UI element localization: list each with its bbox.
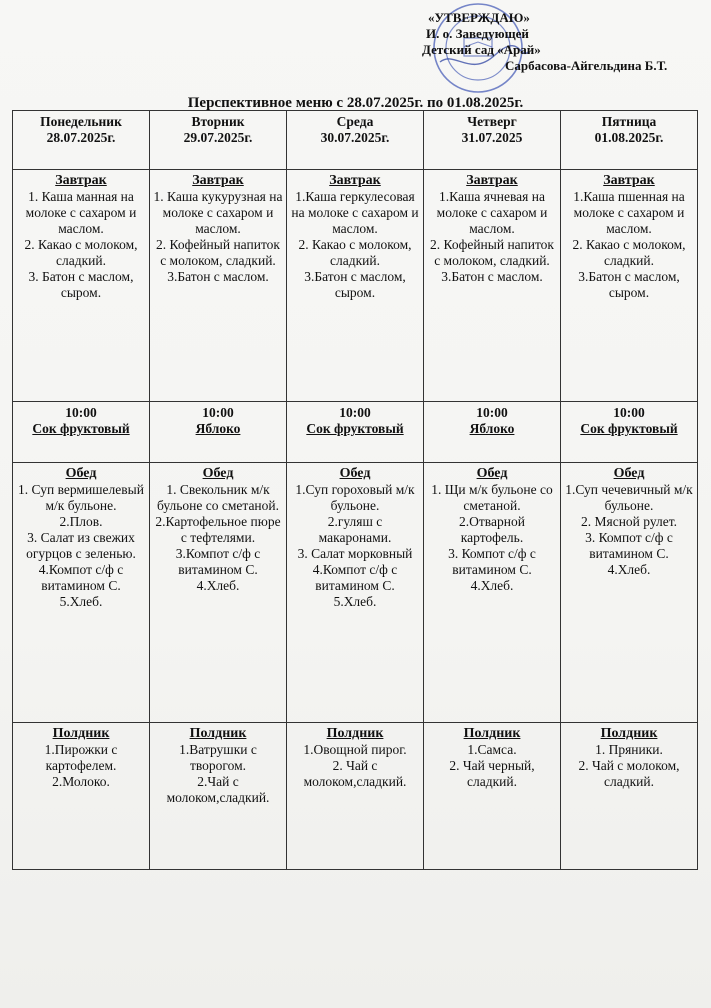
- afternoon-snack-item: 1.Самса.: [467, 741, 517, 757]
- menu-cell: [150, 722, 287, 869]
- menu-cell: [287, 111, 424, 170]
- breakfast-item: 1.Каша пшенная на молоке с сахаром и маслом.: [573, 189, 685, 237]
- afternoon-snack-label: Полдник: [326, 725, 384, 741]
- snack-time: 10:00: [65, 405, 97, 421]
- menu-cell: [13, 402, 150, 463]
- menu-cell: [13, 170, 150, 402]
- menu-title: Перспективное меню с 28.07.2025г. по 01.08.2025г.: [187, 95, 524, 111]
- lunch-label: Обед: [339, 466, 371, 482]
- lunch-item: 2.Отварной картофель.: [459, 514, 525, 546]
- menu-cell: [13, 722, 150, 869]
- afternoon-snack-label: Полдник: [600, 725, 658, 741]
- afternoon-snack-item: 2.Чай с молоком,сладкий.: [166, 773, 270, 805]
- lunch-item: 3. Салат из свежих огурцов с зеленью.: [26, 530, 136, 562]
- snack-row: [13, 402, 698, 463]
- menu-cell: [424, 463, 561, 722]
- lunch-item: 2. Мясной рулет.: [581, 514, 677, 530]
- breakfast-label: Завтрак: [603, 173, 655, 189]
- menu-cell: [424, 722, 561, 869]
- lunch-item: 1.Суп гороховый м/к бульоне.: [295, 482, 415, 514]
- afternoon-snack-label: Полдник: [52, 725, 110, 741]
- afternoon-snack-item: 1. Пряники.: [595, 741, 663, 757]
- menu-cell: [561, 402, 698, 463]
- lunch-item: 5.Хлеб.: [59, 594, 103, 610]
- lunch-item: 1. Свекольник м/к бульоне со сметаной.: [156, 482, 280, 514]
- lunch-item: 4.Компот с/ф с витамином С.: [38, 562, 124, 594]
- lunch-item: 1. Суп вермишелевый м/к бульоне.: [18, 482, 144, 514]
- afternoon-snack-item: 2.Молоко.: [52, 773, 110, 789]
- menu-cell: [13, 463, 150, 722]
- menu-cell: [561, 463, 698, 722]
- menu-cell: [424, 111, 561, 170]
- menu-cell: [561, 722, 698, 869]
- menu-cell: [287, 402, 424, 463]
- lunch-item: 3. Компот с/ф с витамином С.: [585, 530, 673, 562]
- menu-cell: [150, 111, 287, 170]
- breakfast-item: 2. Какао с молоком, сладкий.: [298, 237, 412, 269]
- menu-cell: [150, 463, 287, 722]
- afternoon-snack-label: Полдник: [463, 725, 521, 741]
- lunch-row: [13, 463, 698, 722]
- breakfast-label: Завтрак: [329, 173, 381, 189]
- breakfast-item: 1.Каша геркулесовая на молоке с сахаром и маслом.: [291, 189, 419, 237]
- lunch-item: 2.Плов.: [59, 514, 103, 530]
- snack-time: 10:00: [476, 405, 508, 421]
- menu-cell: [150, 170, 287, 402]
- snack-time: 10:00: [613, 405, 645, 421]
- afternoon-snack-item: 1.Ватрушки с творогом.: [179, 741, 257, 773]
- afternoon-snack-item: 2. Чай с молоком, сладкий.: [578, 757, 680, 789]
- lunch-item: 1.Суп чечевичный м/к бульоне.: [565, 482, 693, 514]
- approval-title: «УТВЕРЖДАЮ»: [428, 10, 530, 25]
- breakfast-item: 2. Какао с молоком, сладкий.: [24, 237, 138, 269]
- breakfast-label: Завтрак: [466, 173, 518, 189]
- lunch-label: Обед: [65, 466, 97, 482]
- header-row: [13, 111, 698, 170]
- breakfast-label: Завтрак: [55, 173, 107, 189]
- day-name: Четверг: [467, 114, 517, 129]
- afternoon-snack-label: Полдник: [189, 725, 247, 741]
- lunch-item: 3. Салат морковный: [297, 546, 413, 562]
- snack-time: 10:00: [202, 405, 234, 421]
- menu-cell: [424, 170, 561, 402]
- afternoon-snack-item: 1.Пирожки с картофелем.: [44, 741, 118, 773]
- lunch-item: 4.Хлеб.: [196, 578, 240, 594]
- lunch-item: 4.Хлеб.: [607, 562, 651, 578]
- lunch-label: Обед: [613, 466, 645, 482]
- breakfast-item: 3.Батон с маслом.: [167, 269, 269, 285]
- menu-cell: [287, 722, 424, 869]
- breakfast-item: 3.Батон с маслом.: [441, 269, 543, 285]
- menu-cell: [424, 402, 561, 463]
- approval-position: И. о. Заведующей: [426, 26, 529, 41]
- breakfast-item: 3.Батон с маслом, сыром.: [304, 269, 406, 301]
- menu-cell: [287, 463, 424, 722]
- breakfast-item: 1. Каша кукурузная на молоке с сахаром и маслом.: [153, 189, 283, 237]
- approval-org: Детский сад «Арай»: [422, 42, 541, 57]
- lunch-item: 1. Щи м/к бульоне со сметаной.: [431, 482, 553, 514]
- menu-cell: [561, 170, 698, 402]
- day-name: Понедельник: [40, 114, 122, 129]
- afternoon-snack-row: [13, 722, 698, 869]
- approval-signer: Сарбасова-Айгельдина Б.Т.: [505, 58, 668, 73]
- day-date: 30.07.2025г.: [320, 130, 390, 145]
- breakfast-label: Завтрак: [192, 173, 244, 189]
- day-date: 01.08.2025г.: [594, 130, 664, 145]
- breakfast-item: 2. Какао с молоком, сладкий.: [572, 237, 686, 269]
- lunch-item: 2.гуляш с макаронами.: [318, 514, 392, 546]
- lunch-item: 4.Компот с/ф с витамином С.: [312, 562, 398, 594]
- menu-cell: [561, 111, 698, 170]
- snack-item: Яблоко: [469, 421, 515, 437]
- afternoon-snack-item: 1.Овощной пирог.: [303, 741, 407, 757]
- breakfast-item: 1.Каша ячневая на молоке с сахаром и маслом.: [436, 189, 548, 237]
- breakfast-item: 3. Батон с маслом, сыром.: [28, 269, 134, 301]
- lunch-item: 3. Компот с/ф с витамином С.: [448, 546, 536, 578]
- snack-item: Сок фруктовый: [32, 421, 130, 437]
- breakfast-item: 2. Кофейный напиток с молоком, сладкий.: [156, 237, 280, 269]
- breakfast-item: 1. Каша манная на молоке с сахаром и маслом.: [25, 189, 137, 237]
- menu-cell: [287, 170, 424, 402]
- afternoon-snack-item: 2. Чай черный, сладкий.: [449, 757, 535, 789]
- breakfast-item: 3.Батон с маслом, сыром.: [578, 269, 680, 301]
- snack-item: Сок фруктовый: [580, 421, 678, 437]
- lunch-label: Обед: [476, 466, 508, 482]
- afternoon-snack-item: 2. Чай с молоком,сладкий.: [303, 757, 407, 789]
- approval-block: [420, 10, 700, 74]
- day-date: 31.07.2025: [461, 130, 523, 145]
- snack-time: 10:00: [339, 405, 371, 421]
- breakfast-item: 2. Кофейный напиток с молоком, сладкий.: [430, 237, 554, 269]
- snack-item: Яблоко: [195, 421, 241, 437]
- lunch-item: 2.Картофельное пюре с тефтелями.: [155, 514, 281, 546]
- lunch-item: 4.Хлеб.: [470, 578, 514, 594]
- day-name: Среда: [336, 114, 374, 129]
- day-date: 29.07.2025г.: [183, 130, 253, 145]
- snack-item: Сок фруктовый: [306, 421, 404, 437]
- menu-table: [12, 110, 698, 870]
- menu-cell: [150, 402, 287, 463]
- day-name: Пятница: [601, 114, 657, 129]
- lunch-item: 5.Хлеб.: [333, 594, 377, 610]
- lunch-label: Обед: [202, 466, 234, 482]
- menu-cell: [13, 111, 150, 170]
- day-name: Вторник: [191, 114, 245, 129]
- breakfast-row: [13, 170, 698, 402]
- day-date: 28.07.2025г.: [46, 130, 116, 145]
- lunch-item: 3.Компот с/ф с витамином С.: [175, 546, 261, 578]
